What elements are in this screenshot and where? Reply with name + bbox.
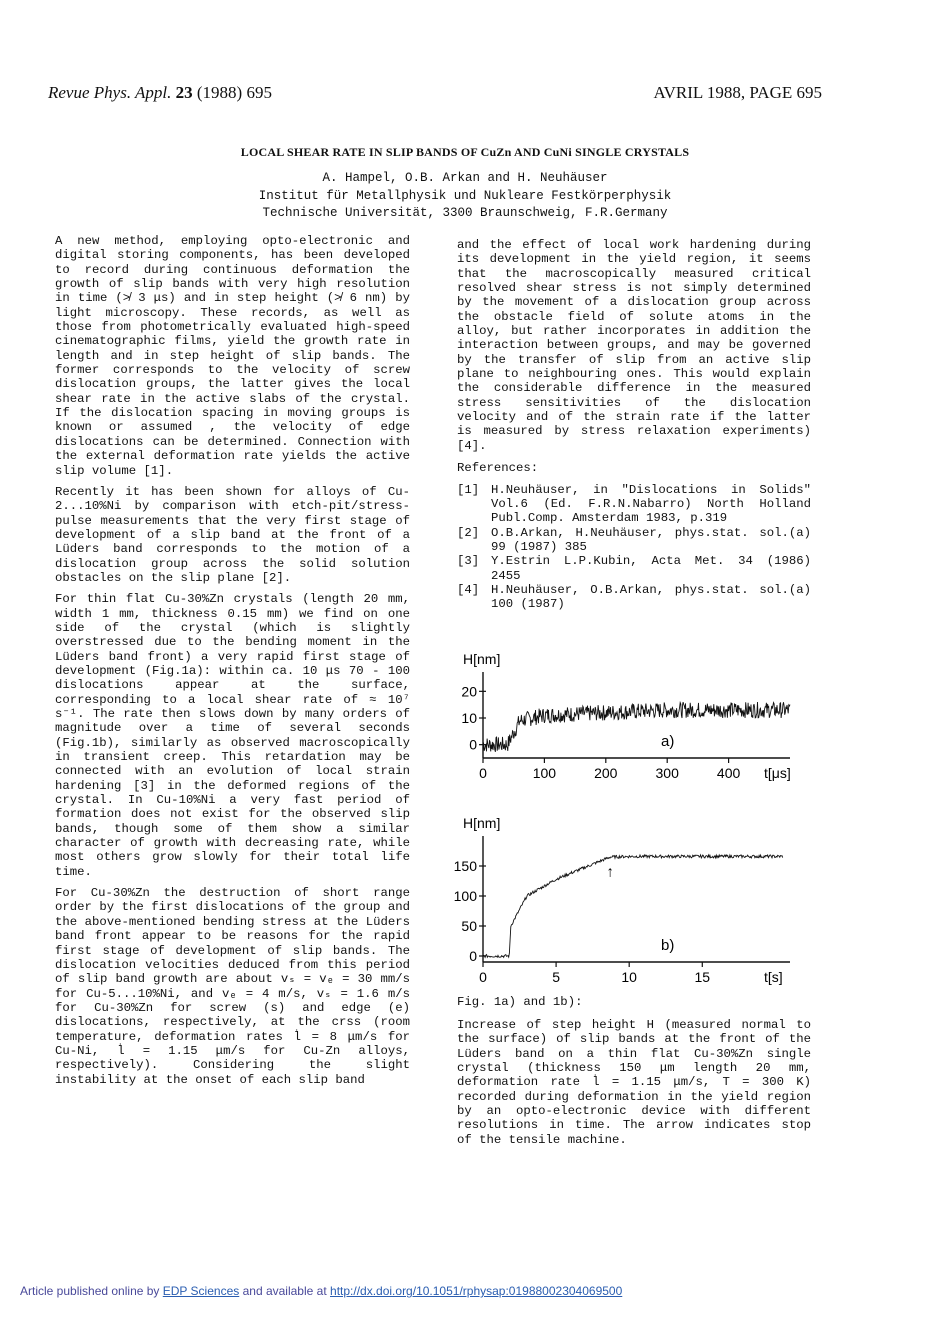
paragraph: A new method, employing opto-electronic and digital storing components, has been developed to record during continuous deformation the growth of slip bands with very high resolution in time (≯ 3 μs) and in step height (≯ 6 nm) by light microscopy. These records, as well as those from photometrically evaluated high-speed cinematographic films, yield the growth rate in length and in step height of slip bands. The former corresponds to the velocity of screw dislocation groups, the latter gives the local shear rate in the active slabs of the crystal. If the dislocation spacing in moving groups is known or assumed , the velocity of edge dislocations can be determined. Connection with the external deformation rate yields the active slip volume [1]. — [55, 234, 410, 478]
footer-prefix: Article published online by — [20, 1284, 160, 1298]
y-tick-label: 0 — [469, 736, 477, 753]
figure-caption-title: Fig. 1a) and 1b): — [457, 995, 583, 1009]
doi-link[interactable]: http://dx.doi.org/10.1051/rphysap:01988002304069500 — [330, 1284, 623, 1298]
data-line — [483, 702, 790, 752]
x-tick-label: 0 — [479, 969, 487, 985]
x-axis-label: t[s] — [764, 969, 783, 985]
figure-caption: Increase of step height H (measured normal to the surface) of slip bands at the front of the Lüders band on a thin flat Cu-30%Zn single crystal (thickness 150 μm length 20 mm, deformation rate l̇ = 1.15 μm/s, T = 300 K) recorded during deformation in the yield region by an opto-electronic device with different resolutions in time. The arrow indicates stop of the tensile machine. — [457, 1018, 811, 1147]
x-tick-label: 100 — [532, 765, 557, 781]
paragraph: and the effect of local work hardening during its development in the yield region, it seems that the macroscopically measured critical resolved shear stress is not simply determined by the movement of a dislocation group across the obstacle field of solute atoms in the alloy, but rather incorporates in addition the interaction between groups, and may be governed by the transfer of slip from an active slip plane to neighbouring ones. This would explain the considerable difference in the measured stress sensitivities of the dislocation velocity and of the strain rate if the latter is measured by stress relaxation experiments) [4]. — [457, 238, 811, 453]
reference-item — [457, 583, 811, 612]
reference-number: [1] — [457, 482, 480, 497]
paragraph: Recently it has been shown for alloys of Cu-2...10%Ni by comparison with etch-pit/stress-pulse measurements that the very first stage of development of a slip band at the front of a Lüders band corresponds to the motion of a dislocation group across the solid solution obstacles on the slip plane [2]. — [55, 484, 410, 585]
panel-label: b) — [661, 937, 675, 954]
journal-year-page: (1988) 695 — [196, 83, 272, 102]
reference-number: [4] — [457, 582, 480, 597]
publisher-link[interactable]: EDP Sciences — [162, 1284, 240, 1298]
journal-header — [48, 83, 272, 103]
left-column — [55, 234, 410, 1094]
paragraph: For thin flat Cu-30%Zn crystals (length 20 mm, width 1 mm, thickness 0.15 mm) we find on one side of the crystal (which is slightly overstressed due to the bending moment in the Lüders band front) a very rapid first stage of development (Fig.1a): within ca. 10 μs 70 - 100 dislocations appear at the surface, corresponding to a local shear rate of ≈ 10⁷ s⁻¹. The rate then slows down by many orders of magnitude over a time of several seconds (Fig.1b), similarly as observed macroscopically in transient creep. This retardation may be connected with an evolution of local strain hardening [3] in the deformed regions of the crystal. In Cu-10%Ni a very fast period of formation does not exist for the observed slip bands, though some of them show a similar character of growth with decreasing rate, while most others grow slowly for their total life time. — [55, 592, 410, 879]
footer — [20, 1284, 622, 1298]
right-column — [457, 238, 811, 612]
reference-text: Y.Estrin L.P.Kubin, Acta Met. 34 (1986) 2455 — [491, 554, 811, 583]
x-tick-label: 400 — [716, 765, 741, 781]
footer-middle: and available at — [242, 1284, 327, 1298]
data-line — [483, 855, 783, 958]
x-axis-label: t[μs] — [764, 765, 791, 781]
y-tick-label: 50 — [461, 918, 477, 934]
x-tick-label: 10 — [621, 969, 637, 985]
authors: A. Hampel, O.B. Arkan and H. Neuhäuser — [322, 171, 608, 185]
y-tick-label: 20 — [461, 683, 477, 700]
x-tick-label: 200 — [594, 765, 618, 781]
x-tick-label: 300 — [655, 765, 679, 781]
panel-label: a) — [661, 733, 675, 750]
journal-volume: 23 — [175, 83, 193, 102]
institution-line-2: Technische Universität, 3300 Braunschweig, F.R.Germany — [262, 206, 668, 220]
reference-item — [457, 483, 811, 526]
y-tick-label: 100 — [453, 888, 477, 904]
references-heading: References: — [457, 461, 539, 476]
figure-1a-chart — [450, 648, 800, 798]
reference-text: H.Neuhäuser, O.B.Arkan, phys.stat. sol.(a) 100 (1987) — [491, 582, 811, 612]
x-tick-label: 0 — [479, 765, 487, 781]
paper-title: LOCAL SHEAR RATE IN SLIP BANDS OF CuZn AND CuNi SINGLE CRYSTALS — [240, 145, 690, 159]
reference-number: [2] — [457, 525, 480, 540]
journal-name: Revue Phys. Appl. — [48, 83, 172, 102]
reference-item — [457, 526, 811, 555]
reference-number: [3] — [457, 554, 480, 569]
y-tick-label: 0 — [469, 948, 477, 964]
stop-arrow-annotation: ↑ — [606, 863, 614, 881]
y-tick-label: 10 — [461, 710, 477, 726]
reference-text: H.Neuhäuser, in "Dislocations in Solids" Vol.6 (Ed. F.R.N.Nabarro) North Holland Publ.Comp. Amsterdam 1983, p.319 — [491, 482, 811, 526]
reference-text: O.B.Arkan, H.Neuhäuser, phys.stat. sol.(a) 99 (1987) 385 — [491, 525, 811, 554]
references-list — [457, 483, 811, 612]
x-tick-label: 15 — [694, 969, 711, 985]
y-axis-label: H[nm] — [463, 651, 501, 667]
y-axis-label: H[nm] — [463, 815, 501, 831]
x-tick-label: 5 — [552, 969, 560, 985]
institution-line-1: Institut für Metallphysik und Nukleare Festkörperphysik — [258, 189, 672, 203]
issue-header: AVRIL 1988, PAGE 695 — [653, 83, 822, 102]
y-tick-label: 150 — [453, 858, 477, 874]
figure-1b-chart — [450, 812, 800, 997]
paragraph: For Cu-30%Zn the destruction of short range order by the first dislocations of the group and the above-mentioned bending stress at the Lüders band front appear to be reasons for the rapid first stage of development of slip bands. The dislocation velocities deduced from this period of slip band growth are about vₛ = vₑ = 30 mm/s for Cu-5...10%Ni, and vₑ = 4 m/s, vₛ = 1.6 m/s for Cu-30%Zn for screw (s) and edge (e) dislocations, respectively, at the crss (room temperature, deformation rates l̇ = 8 μm/s for Cu-Ni, l̇ = 1.15 μm/s for Cu-Zn alloys, respectively). Considering the slight instability at the onset of each slip band — [55, 886, 410, 1087]
reference-item — [457, 554, 811, 583]
